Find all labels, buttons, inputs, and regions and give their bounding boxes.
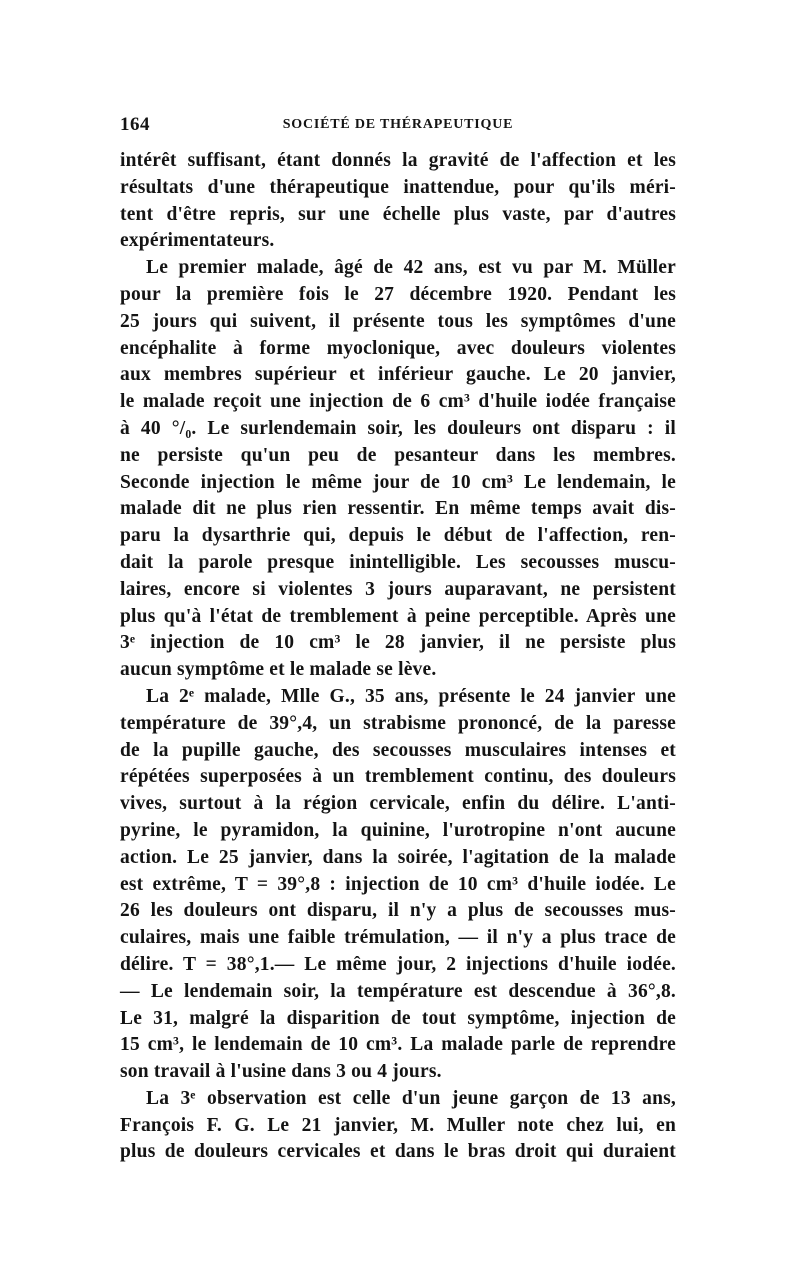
text-line: laires, encore si violentes 3 jours auparavant, ne persistent bbox=[120, 578, 676, 600]
text-line: intérêt suffisant, étant donnés la gravité de l'affection et les bbox=[120, 150, 676, 171]
running-head: SOCIÉTÉ DE THÉRAPEUTIQUE bbox=[282, 117, 514, 132]
text-line: encéphalite à forme myoclonique, avec douleurs violentes bbox=[120, 337, 676, 359]
text-line: expérimentateurs. bbox=[120, 230, 275, 252]
text-line: est extrême, T = 39°,8 : injection de 10 cm³ d'huile iodée. Le bbox=[120, 873, 676, 895]
text-line: son travail à l'usine dans 3 ou 4 jours. bbox=[120, 1061, 442, 1083]
text-line: aux membres supérieur et inférieur gauche. Le 20 janvier, bbox=[120, 364, 676, 386]
text-line: de la pupille gauche, des secousses musculaires intenses et bbox=[120, 739, 676, 761]
text-line: plus qu'à l'état de tremblement à peine perceptible. Après une bbox=[120, 605, 676, 627]
text-line: malade dit ne plus rien ressentir. En même temps avait dis- bbox=[120, 498, 676, 520]
paragraph-start-line: La 2ᵉ malade, Mlle G., 35 ans, présente le 24 janvier une bbox=[146, 685, 676, 707]
text-line: vives, surtout à la région cervicale, enfin du délire. L'anti- bbox=[120, 793, 676, 815]
text-line: Le 31, malgré la disparition de tout symptôme, injection de bbox=[120, 1007, 676, 1029]
text-line: paru la dysarthrie qui, depuis le début de l'affection, ren- bbox=[120, 525, 676, 547]
text-line: François F. G. Le 21 janvier, M. Muller note chez lui, en bbox=[120, 1114, 676, 1136]
text-line: pyrine, le pyramidon, la quinine, l'urotropine n'ont aucune bbox=[120, 819, 676, 841]
page-number: 164 bbox=[120, 114, 150, 135]
text-line: 3ᵉ injection de 10 cm³ le 28 janvier, il ne persiste plus bbox=[120, 632, 676, 654]
text-line: le malade reçoit une injection de 6 cm³ d'huile iodée française bbox=[120, 391, 676, 413]
text-line: — Le lendemain soir, la température est descendue à 36°,8. bbox=[120, 980, 676, 1002]
text-line: à 40 °/₀. Le surlendemain soir, les douleurs ont disparu : il bbox=[120, 417, 676, 439]
text-line: culaires, mais une faible trémulation, — il n'y a plus trace de bbox=[120, 927, 676, 949]
text-line: température de 39°,4, un strabisme prononcé, de la paresse bbox=[120, 712, 676, 734]
paragraph-start-line: Le premier malade, âgé de 42 ans, est vu par M. Müller bbox=[146, 257, 676, 279]
body-text bbox=[120, 148, 676, 1166]
text-line: Seconde injection le même jour de 10 cm³ Le lendemain, le bbox=[120, 471, 676, 493]
text-line: répétées superposées à un tremblement continu, des douleurs bbox=[120, 766, 676, 788]
text-line: délire. T = 38°,1.— Le même jour, 2 injections d'huile iodée. bbox=[120, 953, 676, 975]
paragraph-start-line: La 3ᵉ observation est celle d'un jeune garçon de 13 ans, bbox=[146, 1087, 676, 1109]
text-line: résultats d'une thérapeutique inattendue, pour qu'ils méri- bbox=[120, 176, 676, 198]
text-line: aucun symptôme et le malade se lève. bbox=[120, 659, 437, 681]
text-line: 15 cm³, le lendemain de 10 cm³. La malade parle de reprendre bbox=[120, 1034, 676, 1056]
text-line: 25 jours qui suivent, il présente tous les symptômes d'une bbox=[120, 310, 676, 332]
text-line: tent d'être repris, sur une échelle plus vaste, par d'autres bbox=[120, 203, 676, 225]
page-header bbox=[120, 114, 676, 140]
text-line: ne persiste qu'un peu de pesanteur dans les membres. bbox=[120, 444, 676, 466]
text-line: dait la parole presque inintelligible. Les secousses muscu- bbox=[120, 551, 676, 573]
text-line: 26 les douleurs ont disparu, il n'y a plus de secousses mus- bbox=[120, 900, 676, 922]
text-line: action. Le 25 janvier, dans la soirée, l'agitation de la malade bbox=[120, 846, 676, 868]
text-line: plus de douleurs cervicales et dans le bras droit qui duraient bbox=[120, 1141, 676, 1163]
text-line: pour la première fois le 27 décembre 1920. Pendant les bbox=[120, 283, 676, 305]
